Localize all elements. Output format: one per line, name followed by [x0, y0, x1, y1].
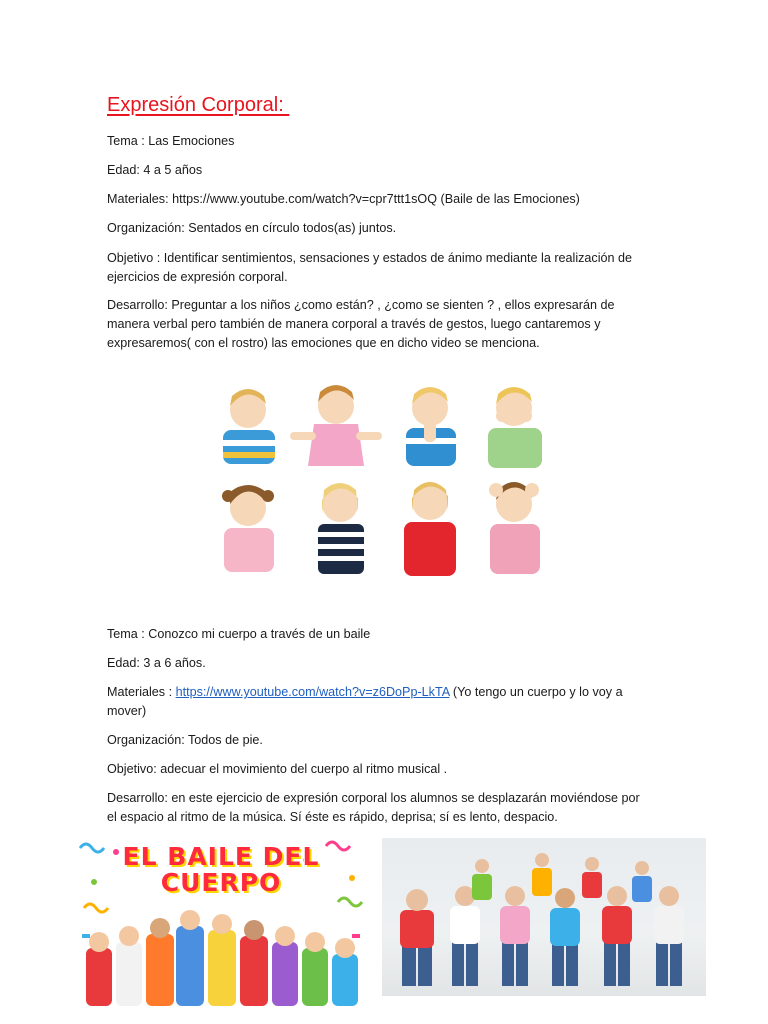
section2-materiales	[107, 683, 652, 721]
child-surprised	[404, 482, 456, 576]
youtube-link[interactable]: https://www.youtube.com/watch?v=z6DoPp-LkTA	[175, 685, 450, 699]
dancing-children-photo	[382, 838, 706, 996]
banner-title	[76, 844, 366, 896]
section2-edad: Edad: 3 a 6 años.	[107, 656, 206, 670]
dancers-illustration	[382, 838, 706, 996]
document-title: Expresión Corporal:	[107, 94, 290, 116]
emotions-children-image	[218, 380, 558, 580]
banner-title-line1: EL BAILE DEL	[122, 842, 320, 871]
dancing-children-group	[86, 910, 358, 1006]
section2-tema: Tema : Conozco mi cuerpo a través de un baile	[107, 627, 371, 641]
banner-title-line2: CUERPO	[160, 868, 282, 897]
child-happy	[488, 387, 542, 468]
section1-organizacion: Organización: Sentados en círculo todos(as) juntos.	[107, 221, 397, 235]
child-scared	[318, 483, 364, 574]
section1-tema: Tema : Las Emociones	[107, 134, 235, 148]
child-thinking	[223, 389, 275, 464]
section1-materiales: Materiales: https://www.youtube.com/watch?v=cpr7ttt1sOQ (Baile de las Emociones)	[107, 192, 580, 206]
materiales-label: Materiales :	[107, 685, 176, 699]
section1-edad: Edad: 4 a 5 años	[107, 163, 203, 177]
section2-desarrollo: Desarrollo: en este ejercicio de expresión corporal los alumnos se desplazarán moviéndose por el espacio al ritmo de la música. Sí éste es rápido, deprisa; sí es lento, despacio.	[107, 791, 640, 824]
baile-del-cuerpo-banner	[76, 838, 366, 1006]
section1-desarrollo: Desarrollo: Preguntar a los niños ¿como están? , ¿como se sienten ? , ellos expresarán de manera verbal pero también de manera corporal a través de gestos, luego cantaremos y expresaremos( con el rostro) las emociones que en dicho video se menciona.	[107, 298, 615, 350]
section2-objetivo: Objetivo: adecuar el movimiento del cuerpo al ritmo musical .	[107, 762, 448, 776]
section1-objetivo: Objetivo : Identificar sentimientos, sensaciones y estados de ánimo mediante la realización de ejercicios de expresión corporal.	[107, 251, 633, 284]
child-shrugging	[290, 385, 382, 466]
child-worried	[489, 482, 540, 574]
child-praying	[406, 387, 456, 466]
materiales-description: (Yo tengo un cuerpo y lo voy a mover)	[107, 685, 623, 718]
emotions-illustration	[218, 380, 558, 580]
child-smiling	[222, 485, 274, 572]
section2-organizacion: Organización: Todos de pie.	[107, 733, 263, 747]
